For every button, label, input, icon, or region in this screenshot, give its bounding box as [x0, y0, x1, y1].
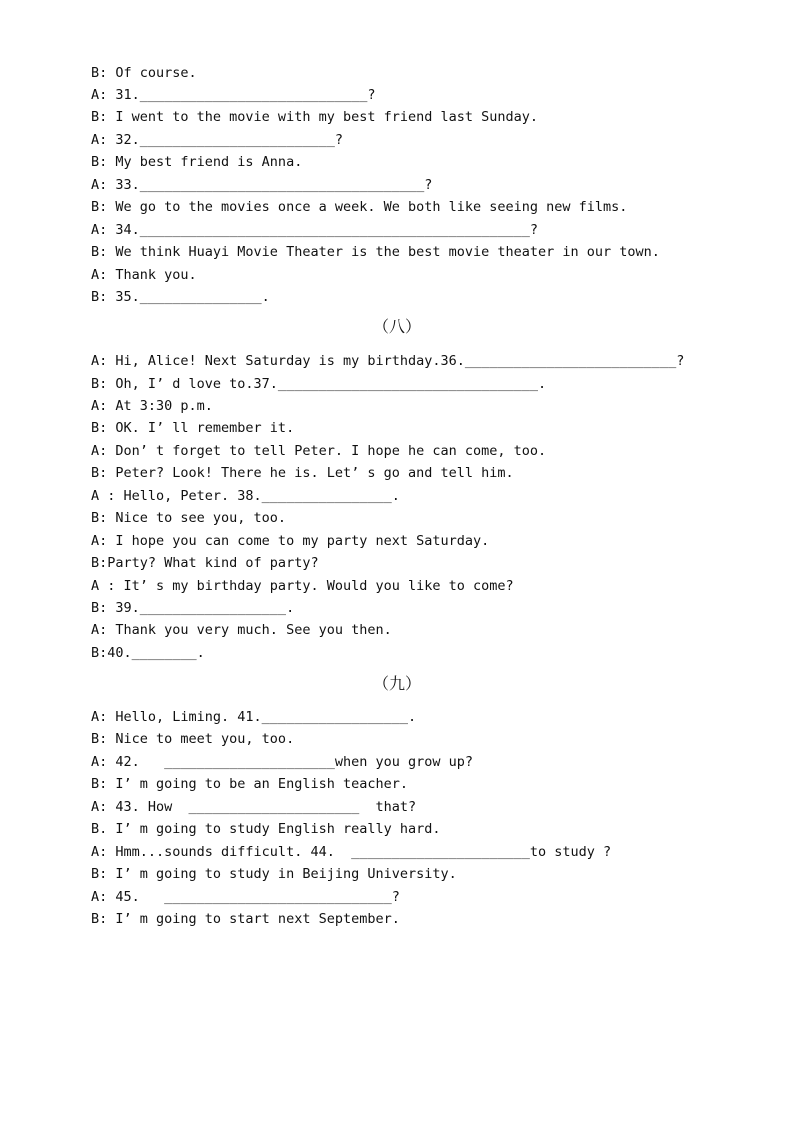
dialogue-line: A: 45. ____________________________? [91, 889, 400, 905]
dialogue-line: B:40.________. [91, 645, 205, 661]
dialogue-line: A: I hope you can come to my party next Saturday. [91, 533, 490, 549]
dialogue-line: A: 43. How _____________________ that? [91, 799, 417, 815]
dialogue-line: B: OK. I’ ll remember it. [91, 420, 295, 436]
dialogue-line: A: Don’ t forget to tell Peter. I hope he can come, too. [91, 443, 547, 459]
dialogue-line: B: I went to the movie with my best friend last Sunday. [91, 109, 539, 125]
dialogue-line: A: 42. _____________________when you grow up? [91, 754, 474, 770]
dialogue-line: A: Thank you. [91, 267, 197, 283]
dialogue-line: A: 31.____________________________? [91, 87, 376, 103]
section-heading: （九） [372, 674, 421, 693]
dialogue-line: A: 33.___________________________________? [91, 177, 433, 193]
dialogue-line: B: Peter? Look! There he is. Let’ s go and tell him. [91, 465, 514, 481]
dialogue-line: B: Oh, I’ d love to.37.________________________________. [91, 376, 547, 392]
dialogue-line: B: Nice to meet you, too. [91, 731, 295, 747]
dialogue-line: A: Hi, Alice! Next Saturday is my birthday.36.__________________________? [91, 353, 685, 369]
dialogue-line: A: Thank you very much. See you then. [91, 622, 392, 638]
dialogue-line: B: 39.__________________. [91, 600, 295, 616]
dialogue-line: B: My best friend is Anna. [91, 154, 303, 170]
section-heading: （八） [372, 317, 421, 336]
dialogue-line: B: Of course. [91, 65, 197, 81]
dialogue-line: A : Hello, Peter. 38.________________. [91, 488, 400, 504]
dialogue-line: B: Nice to see you, too. [91, 510, 287, 526]
dialogue-line: A: Hello, Liming. 41.__________________. [91, 709, 417, 725]
dialogue-line: B:Party? What kind of party? [91, 555, 319, 571]
dialogue-line: A: 34.________________________________________________? [91, 222, 539, 238]
dialogue-line: B: We think Huayi Movie Theater is the best movie theater in our town. [91, 244, 660, 260]
dialogue-line: B: I’ m going to study in Beijing University. [91, 866, 457, 882]
dialogue-line: B: I’ m going to be an English teacher. [91, 776, 408, 792]
dialogue-line: A : It’ s my birthday party. Would you like to come? [91, 578, 514, 594]
dialogue-line: B: We go to the movies once a week. We both like seeing new films. [91, 199, 628, 215]
dialogue-line: B. I’ m going to study English really hard. [91, 821, 441, 837]
dialogue-line: A: At 3:30 p.m. [91, 398, 213, 414]
dialogue-line: B: 35._______________. [91, 289, 270, 305]
dialogue-line: A: 32.________________________? [91, 132, 343, 148]
dialogue-line: B: I’ m going to start next September. [91, 911, 400, 927]
dialogue-line: A: Hmm...sounds difficult. 44. ______________________to study ? [91, 844, 612, 860]
